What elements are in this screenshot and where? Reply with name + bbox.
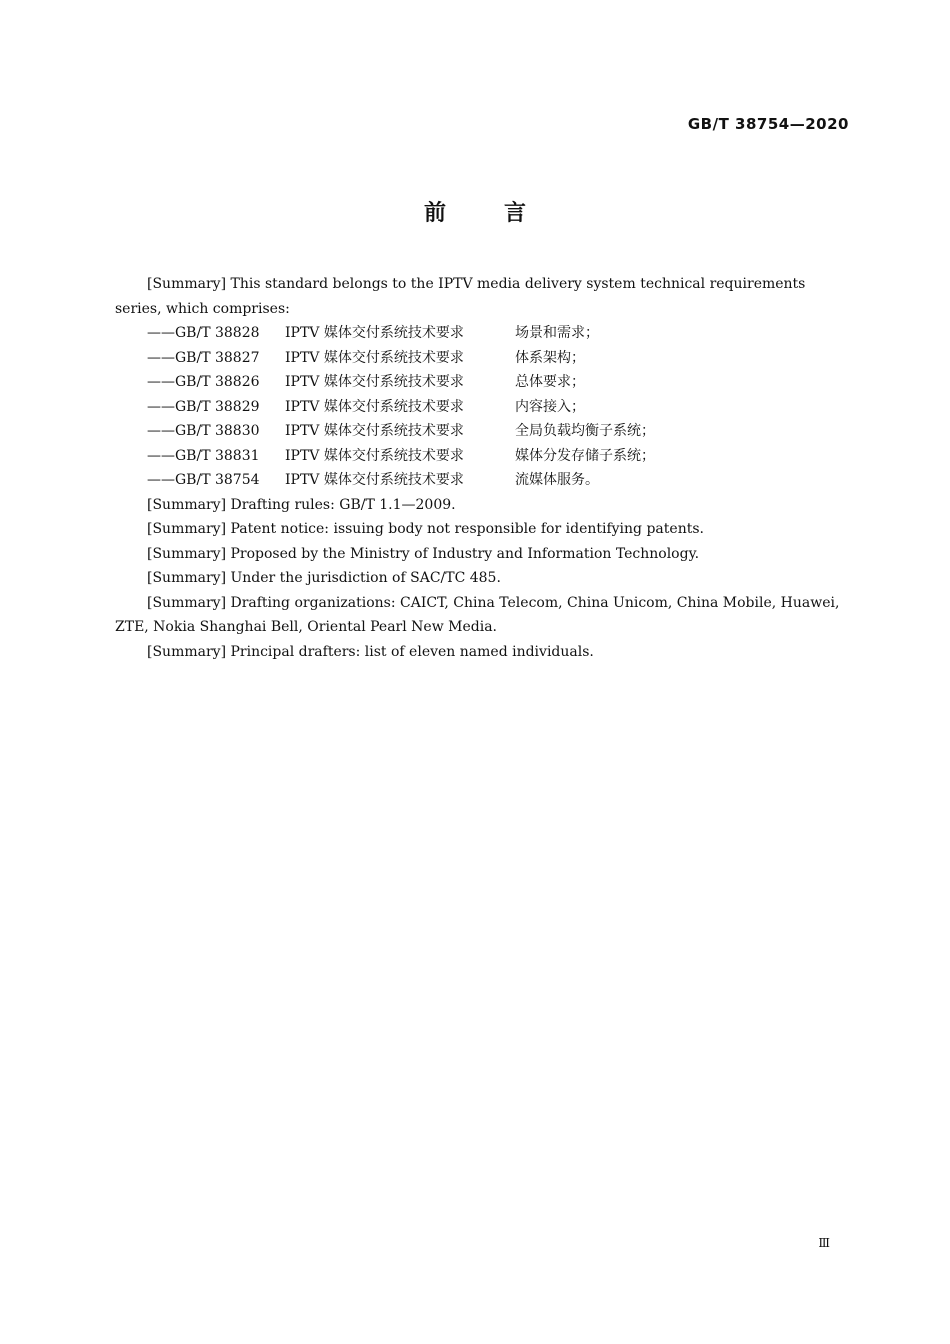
part-name: 媒体分发存储子系统；: [515, 447, 655, 464]
series-title: IPTV 媒体交付系统技术要求: [285, 423, 464, 439]
series-item: [115, 321, 850, 346]
series-item: [115, 346, 850, 371]
proposer-paragraph: [Summary] Proposed by the Ministry of Industry and Information Technology.: [147, 545, 700, 562]
page-number: Ⅲ: [818, 1236, 830, 1250]
standard-code: GB/T 38830: [175, 423, 260, 439]
drafting-rules-paragraph: [Summary] Drafting rules: GB/T 1.1—2009.: [147, 496, 456, 513]
dash-separator: ——: [147, 325, 175, 341]
part-name: 场景和需求；: [515, 325, 599, 341]
series-item: [115, 370, 850, 395]
standard-code: GB/T 38831: [175, 447, 260, 464]
series-title: IPTV 媒体交付系统技术要求: [285, 447, 464, 464]
foreword-body: [115, 272, 850, 664]
page-title: 前言: [423, 201, 584, 226]
series-item: [115, 395, 850, 420]
part-name: 体系架构；: [515, 349, 585, 366]
part-name: 流媒体服务。: [515, 472, 599, 488]
dash-separator: ——: [147, 349, 175, 366]
part-name: 全局负载均衡子系统；: [515, 423, 655, 439]
part-name: 内容接入；: [515, 398, 585, 415]
dash-separator: ——: [147, 423, 175, 439]
series-title: IPTV 媒体交付系统技术要求: [285, 349, 464, 366]
part-name: 总体要求；: [515, 374, 585, 390]
series-title: IPTV 媒体交付系统技术要求: [285, 398, 464, 415]
drafting-organizations-paragraph: [Summary] Drafting organizations: CAICT, China Telecom, China Unicom, China Mobile, Huawei, ZTE, Nokia Shanghai Bell, Oriental Pearl New Media.: [115, 594, 840, 635]
series-list: [115, 321, 850, 493]
dash-separator: ——: [147, 447, 175, 464]
dash-separator: ——: [147, 472, 175, 488]
series-title: IPTV 媒体交付系统技术要求: [285, 472, 464, 488]
patent-notice-paragraph: [Summary] Patent notice: issuing body not responsible for identifying patents.: [147, 521, 704, 537]
drafters-paragraph: [Summary] Principal drafters: list of eleven named individuals.: [147, 643, 594, 660]
series-title: IPTV 媒体交付系统技术要求: [285, 374, 464, 390]
series-item: [115, 419, 850, 444]
intro-paragraph: [Summary] This standard belongs to the IPTV media delivery system technical requirements series, which comprises:: [115, 276, 806, 317]
standard-code: GB/T 38827: [175, 349, 260, 366]
standard-code: GB/T 38829: [175, 398, 260, 415]
document-code: GB/T 38754—2020: [687, 115, 849, 133]
series-item: [115, 468, 850, 493]
standard-code: GB/T 38826: [175, 374, 260, 390]
dash-separator: ——: [147, 374, 175, 390]
standard-code: GB/T 38754: [175, 472, 260, 488]
series-title: IPTV 媒体交付系统技术要求: [285, 325, 464, 341]
dash-separator: ——: [147, 398, 175, 415]
jurisdiction-paragraph: [Summary] Under the jurisdiction of SAC/TC 485.: [147, 570, 501, 586]
series-item: [115, 444, 850, 469]
standard-code: GB/T 38828: [175, 325, 260, 341]
